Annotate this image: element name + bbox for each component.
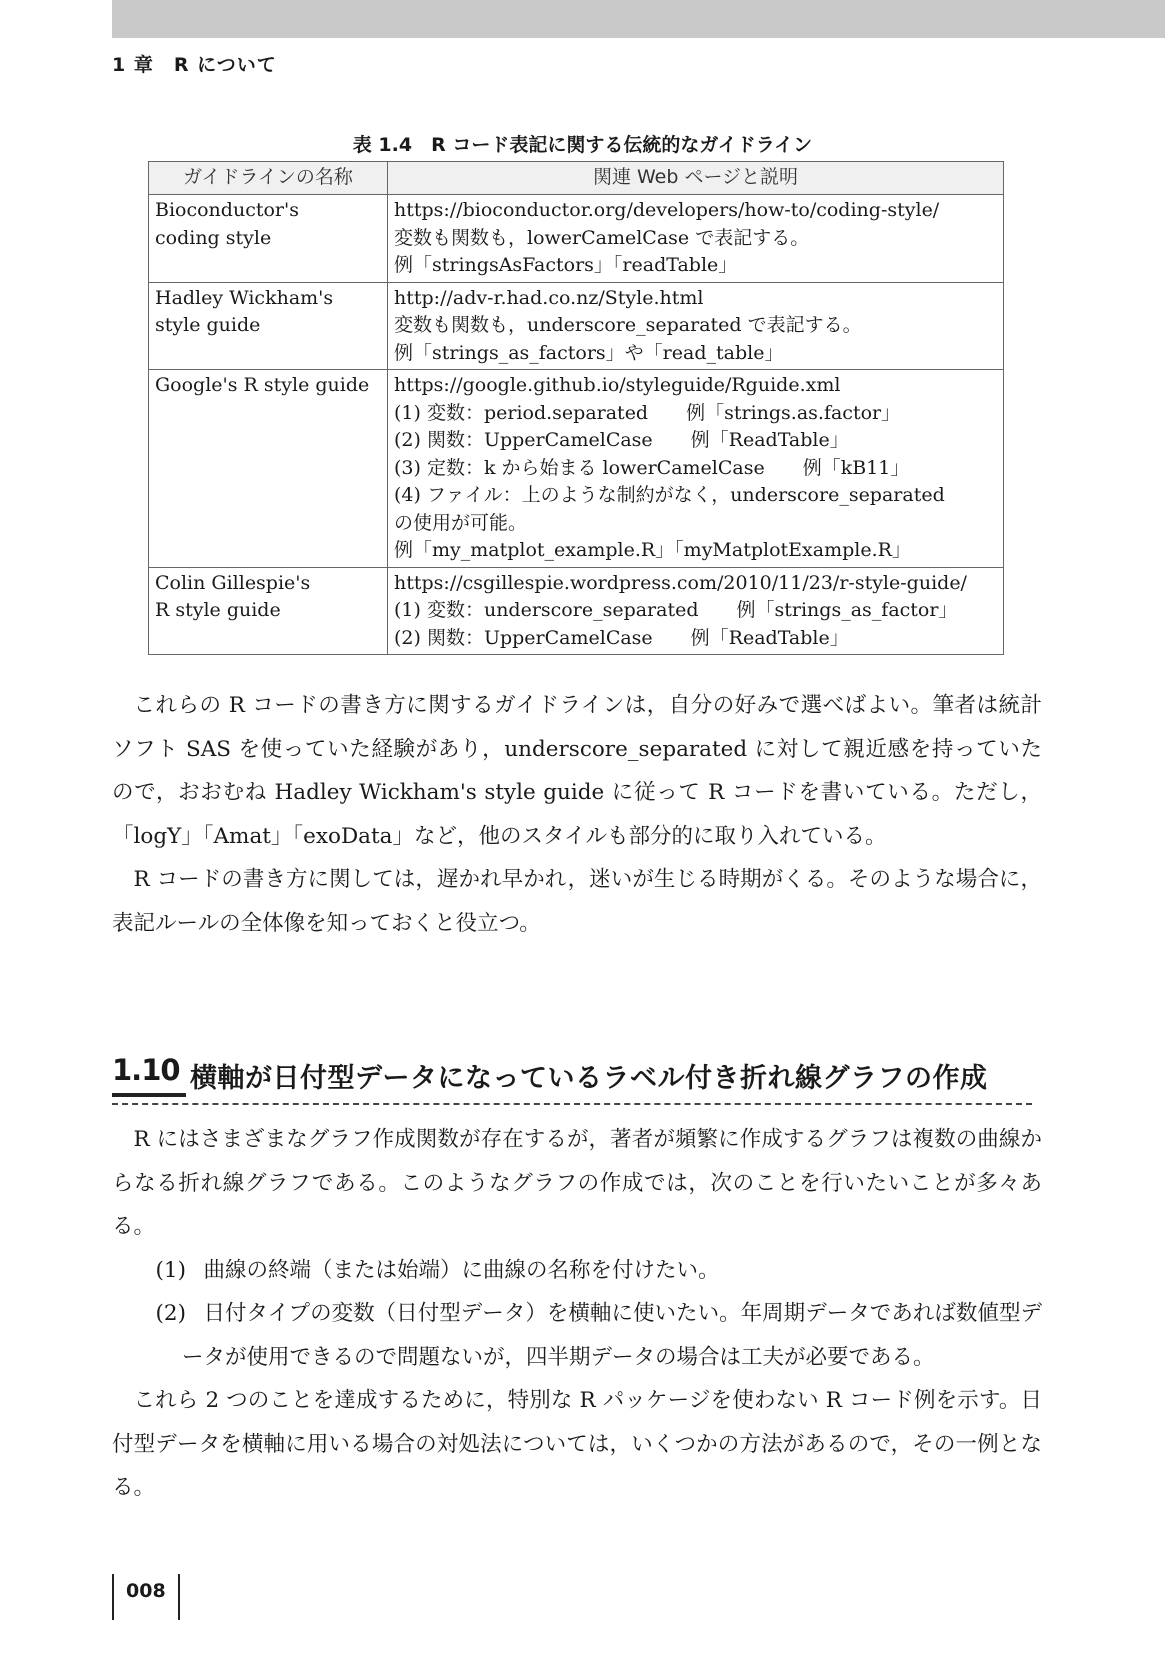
list-item <box>112 1292 1042 1379</box>
section-title: 横軸が日付型データになっているラベル付き折れ線グラフの作成 <box>190 1063 988 1094</box>
guideline-name-line: Colin Gillespie's <box>155 571 311 594</box>
guideline-table <box>148 161 1004 655</box>
body-paragraphs <box>112 684 1042 945</box>
guideline-desc-line: 変数も関数も，lowerCamelCase で表記する。 <box>394 226 810 249</box>
guideline-desc-line: (1) 変数：underscore_separated 例「strings_as_factor」 <box>394 599 958 621</box>
table-row <box>149 370 1004 568</box>
paragraph: R にはさまざまなグラフ作成関数が存在するが，著者が頻繁に作成するグラフは複数の曲線からなる折れ線グラフである。このようなグラフの作成では，次のことを行いたいことが多々ある。 <box>112 1127 1042 1239</box>
header-bar <box>112 0 1165 38</box>
guideline-name-cell <box>149 195 388 283</box>
guideline-url: http://adv-r.had.co.nz/Style.html <box>394 286 704 309</box>
list-item-text: 日付タイプの変数（日付型データ）を横軸に使いたい。年周期データであれば数値型データが使用できるので問題ないが，四半期データの場合は工夫が必要である。 <box>182 1301 1042 1370</box>
section-heading <box>112 1053 1032 1105</box>
table-row <box>149 195 1004 283</box>
guideline-name-line: Google's R style guide <box>155 374 370 396</box>
guideline-desc-line: 例「my_matplot_example.R」「myMatplotExample.R」 <box>394 539 911 561</box>
guideline-desc-cell <box>388 195 1004 283</box>
paragraph: これらの R コードの書き方に関するガイドラインは，自分の好みで選べばよい。筆者は統計ソフト SAS を使っていた経験があり，underscore_separated に対して親近感を持っていたので，おおむね Hadley Wickham's style guide に従って R コードを書いている。ただし，「logY」「Amat」「exoData」など，他のスタイルも部分的に取り入れている。 <box>112 693 1042 849</box>
guideline-name-cell <box>149 370 388 568</box>
list-item-number: (2) <box>155 1301 186 1326</box>
guideline-name-line: Bioconductor's <box>155 199 299 221</box>
guideline-desc-line: (2) 関数：UpperCamelCase 例「ReadTable」 <box>394 626 849 649</box>
guideline-name-line: coding style <box>155 226 272 249</box>
guideline-desc-line: 例「stringsAsFactors」「readTable」 <box>394 254 738 276</box>
col-header-name: ガイドラインの名称 <box>149 162 388 195</box>
guideline-desc-line: 例「strings_as_factors」や「read_table」 <box>394 341 784 364</box>
guideline-desc-line: (3) 定数：k から始まる lowerCamelCase 例「kB11」 <box>394 456 910 479</box>
section-body <box>112 1118 1042 1510</box>
guideline-url: https://bioconductor.org/developers/how-to/coding-style/ <box>394 199 940 221</box>
guideline-name-cell <box>149 282 388 370</box>
guideline-desc-line: (2) 関数：UpperCamelCase 例「ReadTable」 <box>394 429 849 451</box>
guideline-desc-line: (1) 変数：period.separated 例「strings.as.factor」 <box>394 401 901 424</box>
col-header-desc: 関連 Web ページと説明 <box>388 162 1004 195</box>
guideline-name-line: Hadley Wickham's <box>155 286 334 309</box>
page-number: 008 <box>112 1574 180 1620</box>
guideline-name-cell <box>149 567 388 655</box>
table-row <box>149 282 1004 370</box>
guideline-name-line: R style guide <box>155 599 281 621</box>
list-item-number: (1) <box>155 1257 186 1283</box>
guideline-desc-cell <box>388 567 1004 655</box>
paragraph: R コードの書き方に関しては，遅かれ早かれ，迷いが生じる時期がくる。そのような場合に，表記ルールの全体像を知っておくと役立つ。 <box>112 867 1042 936</box>
table-row <box>149 567 1004 655</box>
guideline-url: https://csgillespie.wordpress.com/2010/11/23/r-style-guide/ <box>394 571 967 594</box>
section-number: 1.10 <box>112 1053 186 1097</box>
guideline-desc-line: 変数も関数も，underscore_separated で表記する。 <box>394 314 862 336</box>
paragraph: これら 2 つのことを達成するために，特別な R パッケージを使わない R コード例を示す。日付型データを横軸に用いる場合の対処法については，いくつかの方法があるので，その一例となる。 <box>112 1388 1042 1500</box>
guideline-desc-cell <box>388 282 1004 370</box>
guideline-desc-line: (4) ファイル：上のような制約がなく，underscore_separated <box>394 484 945 506</box>
guideline-desc-cell <box>388 370 1004 568</box>
guideline-desc-line: の使用が可能。 <box>394 511 528 534</box>
chapter-heading: 1 章 R について <box>112 54 277 76</box>
guideline-url: https://google.github.io/styleguide/Rguide.xml <box>394 374 841 396</box>
guideline-name-line: style guide <box>155 314 261 336</box>
list-item-text: 曲線の終端（または始端）に曲線の名称を付けたい。 <box>203 1257 720 1283</box>
table-caption: 表 1.4 R コード表記に関する伝統的なガイドライン <box>352 134 813 156</box>
list-item <box>112 1249 1042 1293</box>
